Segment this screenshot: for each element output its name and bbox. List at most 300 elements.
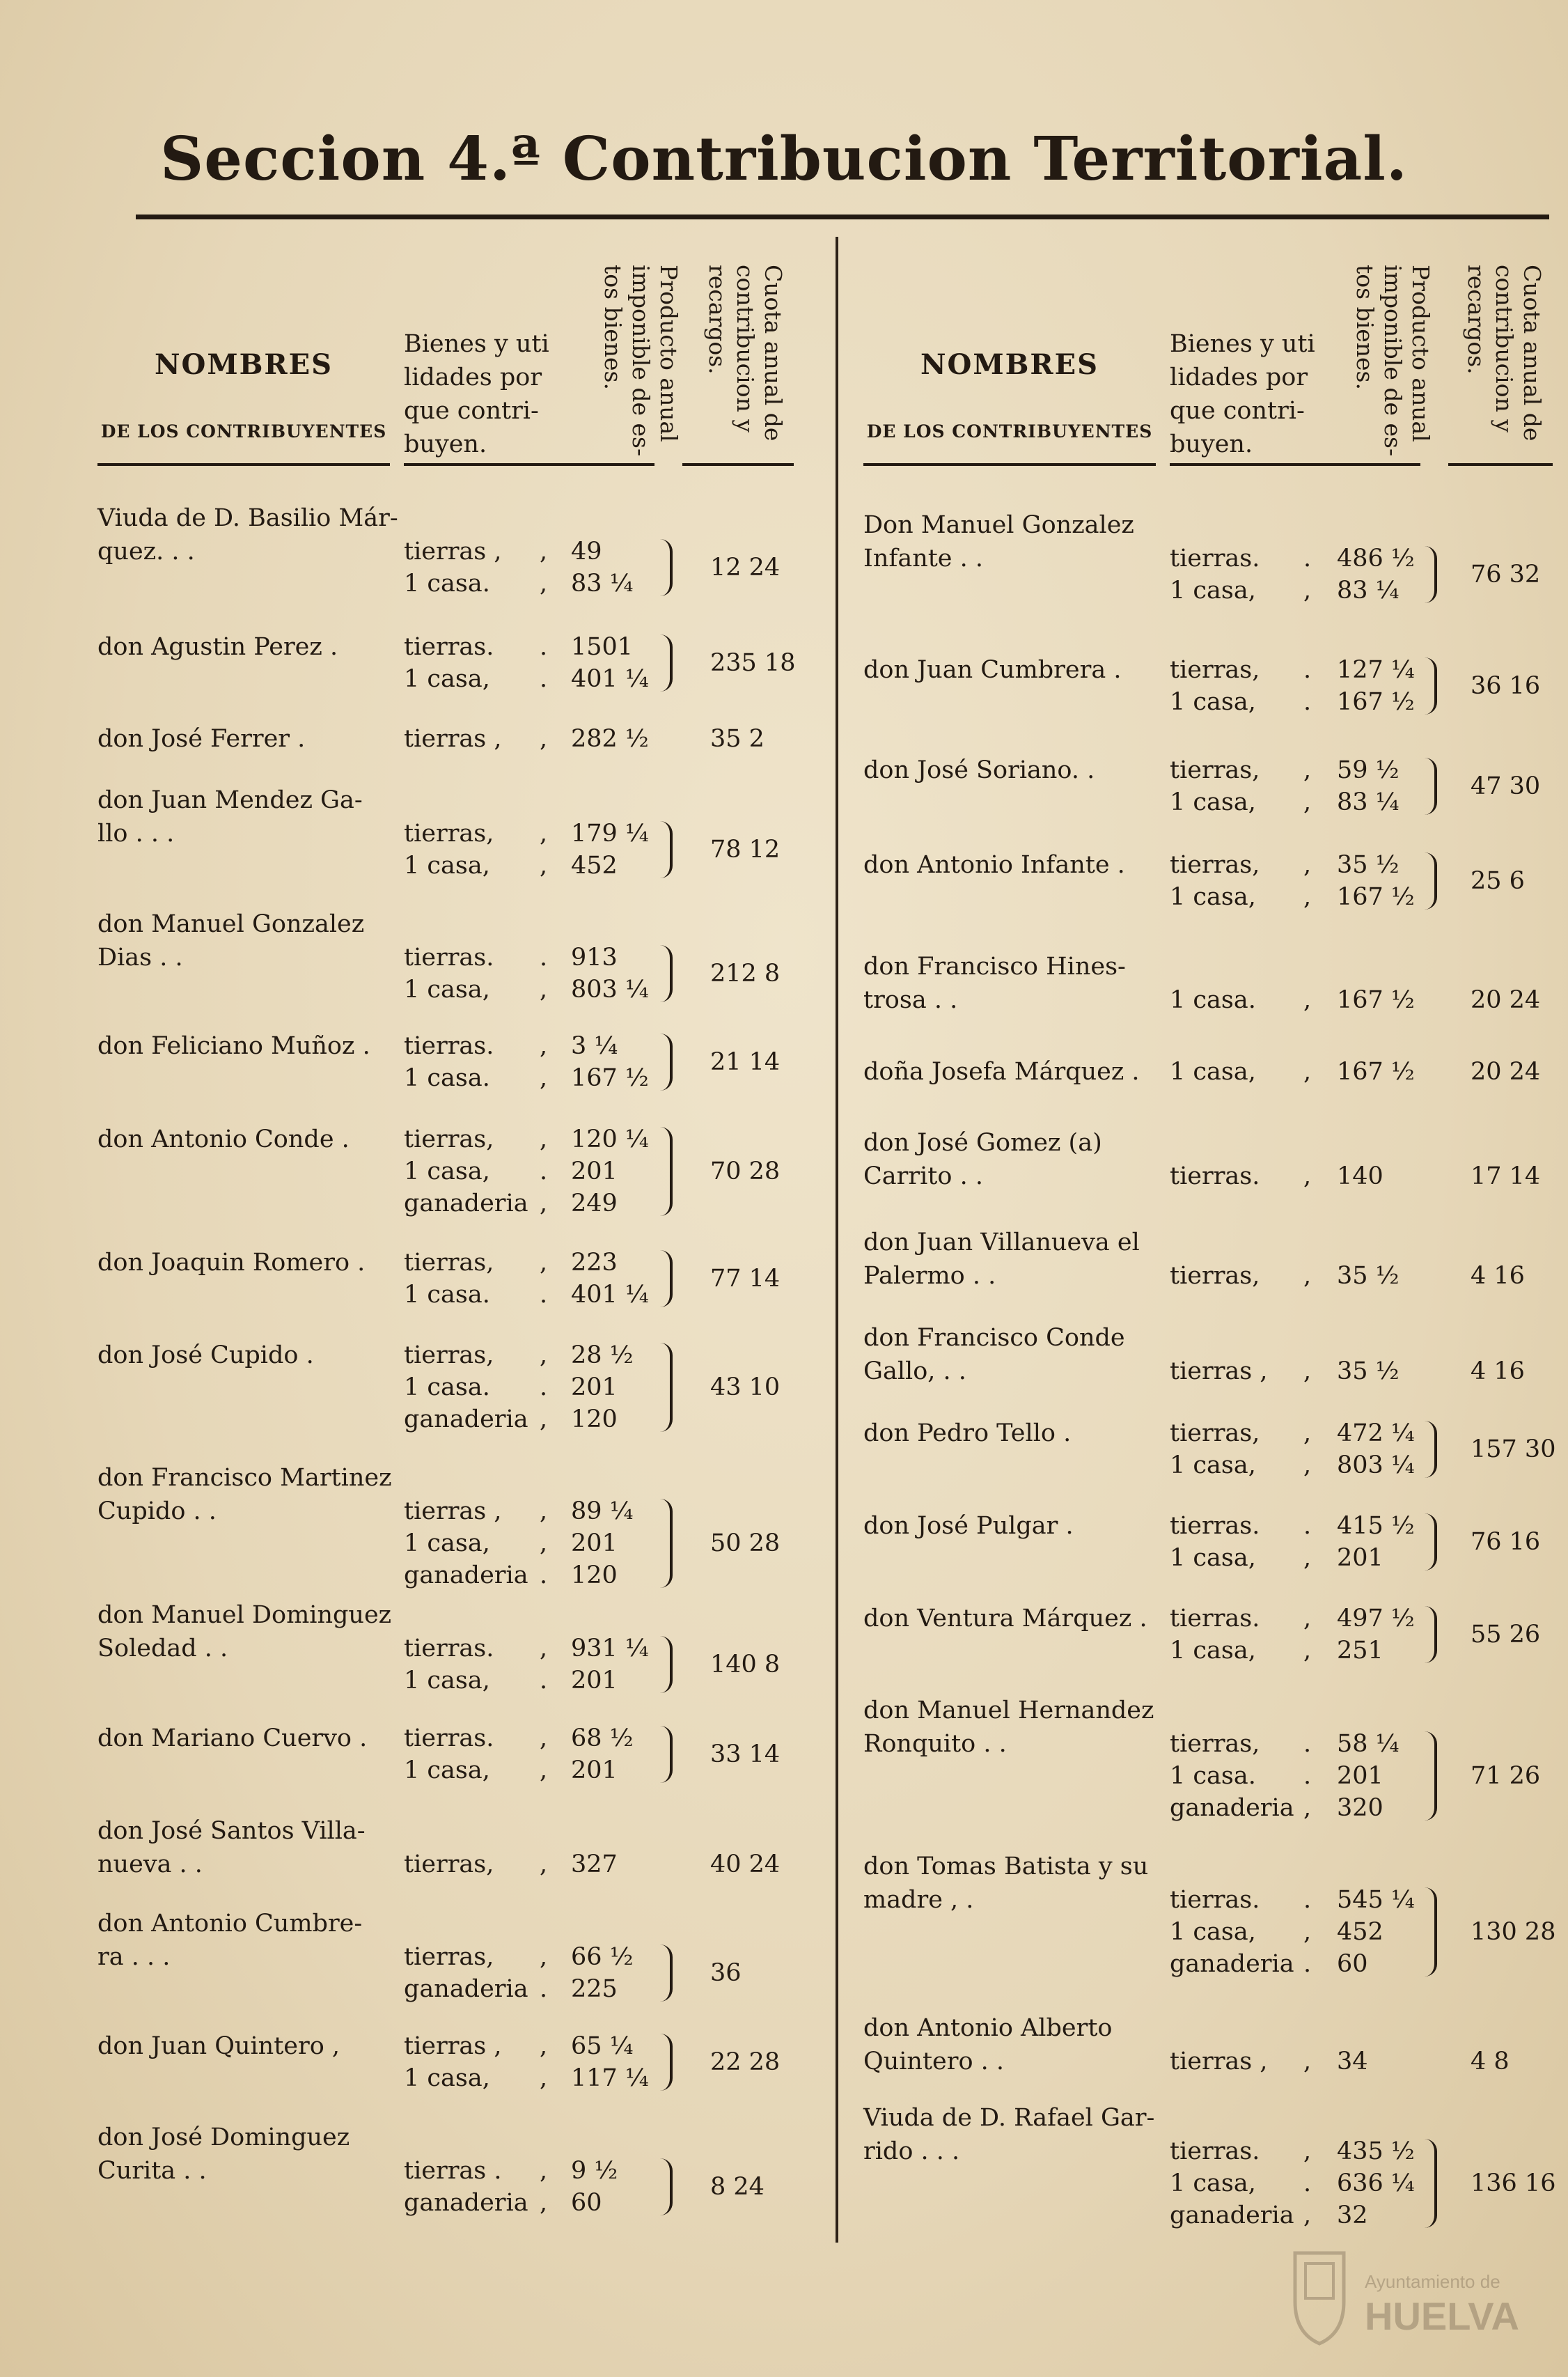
bien-type: tierras, <box>404 1850 494 1878</box>
bien-type: tierras, <box>404 1341 494 1369</box>
separator-mark: , <box>1303 756 1312 784</box>
contributor-name <box>863 1602 1170 1635</box>
producto-value: 913 <box>571 944 618 972</box>
contributor-name <box>863 1509 1170 1543</box>
bienes-header-line: buyen. <box>404 430 487 458</box>
contributor-name-line: don José Soriano. . <box>863 756 1095 784</box>
producto-value: 201 <box>1337 1762 1383 1790</box>
bien-type: 1 casa. <box>1170 986 1256 1014</box>
producto-value: 201 <box>571 1373 618 1401</box>
cuota-value: 140 8 <box>710 1651 781 1678</box>
bien-type: 1 casa. <box>404 1064 490 1092</box>
bien-type: tierras, <box>1170 851 1260 879</box>
producto-value: 201 <box>571 1756 618 1784</box>
separator-mark: , <box>1303 883 1312 911</box>
cuota-value: 78 12 <box>710 836 781 864</box>
separator-mark: . <box>540 1158 548 1185</box>
contributor-name <box>97 1339 404 1372</box>
contributor-name <box>97 907 404 974</box>
separator-mark: , <box>1303 1918 1312 1946</box>
producto-value: 167 ½ <box>1337 986 1415 1014</box>
group-brace <box>660 821 673 878</box>
producto-value: 167 ½ <box>1337 883 1415 911</box>
separator-mark: , <box>1303 1262 1312 1290</box>
contributor-name-line: don Antonio Cumbre- <box>97 1910 363 1938</box>
separator-mark: . <box>1303 688 1312 716</box>
bien-type: tierras. <box>1170 545 1260 572</box>
separator-mark: . <box>540 1561 548 1589</box>
contributor-name-line: Ronquito . . <box>863 1730 1007 1758</box>
group-brace <box>660 2034 673 2091</box>
cuota-header: Cuota anual de contribucion y recargos. <box>1463 265 1546 442</box>
contributor-name-line: Don Manuel Gonzalez <box>863 511 1134 539</box>
separator-mark: , <box>540 1850 548 1878</box>
contributor-name-line: don Juan Villanueva el <box>863 1229 1140 1256</box>
bienes-header <box>404 327 549 461</box>
producto-value: 251 <box>1337 1637 1383 1665</box>
contributor-name-line: Cupido . . <box>97 1497 217 1525</box>
separator-mark: , <box>540 1125 548 1153</box>
bien-type: 1 casa, <box>1170 2169 1256 2197</box>
separator-mark: . <box>1303 1730 1312 1758</box>
cuota-value: 20 24 <box>1471 1058 1541 1086</box>
bien-type: 1 casa, <box>1170 788 1256 816</box>
contributor-name-line: Soledad . . <box>97 1635 228 1662</box>
bien-type: ganaderia <box>404 1190 528 1217</box>
producto-value: 545 ¼ <box>1337 1886 1415 1914</box>
contributor-name-line: don José Pulgar . <box>863 1512 1074 1540</box>
bien-type: 1 casa, <box>1170 1637 1256 1665</box>
contributor-name-line: Gallo, . . <box>863 1357 966 1385</box>
producto-value: 167 ½ <box>1337 688 1415 716</box>
left-column <box>97 251 815 2217</box>
producto-value: 34 <box>1337 2048 1368 2075</box>
bien-type: tierras. <box>404 1032 494 1060</box>
bien-type: 1 casa, <box>1170 577 1256 605</box>
contributor-name-line: nueva . . <box>97 1850 203 1878</box>
group-brace <box>1425 546 1437 603</box>
producto-value: 59 ½ <box>1337 756 1400 784</box>
bienes-header-line: buyen. <box>1170 430 1253 458</box>
separator-mark: , <box>1303 986 1312 1014</box>
cuota-value: 130 28 <box>1471 1918 1556 1946</box>
separator-mark: , <box>540 1064 548 1092</box>
bien-type: 1 casa, <box>404 1529 490 1557</box>
contributor-name-line: Viuda de D. Rafael Gar- <box>863 2104 1155 2132</box>
contributor-name <box>863 2101 1170 2168</box>
contributor-name <box>97 1029 404 1063</box>
producto-value: 167 ½ <box>1337 1058 1415 1086</box>
bien-type: tierras . <box>404 2157 502 2185</box>
separator-mark: , <box>1303 1544 1312 1572</box>
cuota-value: 33 14 <box>710 1740 781 1768</box>
cuota-value: 43 10 <box>710 1373 781 1401</box>
contributor-name <box>863 1417 1170 1450</box>
producto-value: 66 ½ <box>571 1943 634 1971</box>
contributor-name <box>863 950 1170 1017</box>
producto-value: 803 ¼ <box>1337 1451 1415 1479</box>
contributor-name-line: don José Santos Villa- <box>97 1817 366 1845</box>
cuota-value: 17 14 <box>1471 1162 1541 1190</box>
header-rule <box>97 463 390 466</box>
contributor-name-line: doña Josefa Márquez . <box>863 1058 1140 1086</box>
bien-type: ganaderia <box>1170 1794 1294 1822</box>
bienes-header-line: que contri- <box>404 397 539 425</box>
producto-value: 127 ¼ <box>1337 656 1415 684</box>
separator-mark: , <box>540 2032 548 2060</box>
producto-value: 636 ¼ <box>1337 2169 1415 2197</box>
column-header <box>863 251 1560 474</box>
bien-type: tierras, <box>404 1943 494 1971</box>
separator-mark: . <box>1303 1886 1312 1914</box>
producto-value: 167 ½ <box>571 1064 649 1092</box>
producto-value: 60 <box>1337 1950 1368 1978</box>
separator-mark: , <box>540 1529 548 1557</box>
separator-mark: , <box>1303 1162 1312 1190</box>
bien-type: tierras. <box>1170 1162 1260 1190</box>
separator-mark: . <box>540 944 548 972</box>
cuota-value: 77 14 <box>710 1265 781 1293</box>
cuota-header: Cuota anual de contribucion y recargos. <box>704 265 787 442</box>
contributor-name <box>97 784 404 850</box>
svg-text:Ayuntamiento de: Ayuntamiento de <box>1365 2271 1500 2292</box>
group-brace <box>1425 657 1437 715</box>
separator-mark: , <box>540 1756 548 1784</box>
group-brace <box>660 1726 673 1783</box>
separator-mark: , <box>1303 1637 1312 1665</box>
contributor-name <box>863 1321 1170 1388</box>
contributor-name-line: don Antonio Alberto <box>863 2014 1113 2042</box>
separator-mark: . <box>1303 1950 1312 1978</box>
bien-type: tierras, <box>404 1249 494 1277</box>
separator-mark: , <box>540 1724 548 1752</box>
separator-mark: . <box>540 1373 548 1401</box>
producto-value: 120 <box>571 1405 618 1433</box>
producto-value: 401 ¼ <box>571 665 649 693</box>
separator-mark: , <box>1303 1419 1312 1447</box>
contributor-name-line: don Juan Mendez Ga- <box>97 786 363 814</box>
contributor-name <box>863 1694 1170 1761</box>
separator-mark: , <box>540 725 548 753</box>
cuota-value: 70 28 <box>710 1158 781 1185</box>
bien-type: tierras. <box>1170 1605 1260 1632</box>
cuota-value: 4 16 <box>1471 1357 1525 1385</box>
contributor-name-line: don José Ferrer . <box>97 725 306 753</box>
separator-mark: , <box>540 1943 548 1971</box>
bienes-header-line: Bienes y uti <box>404 330 549 358</box>
cuota-value: 47 30 <box>1471 772 1541 800</box>
separator-mark: , <box>540 1032 548 1060</box>
producto-value: 89 ¼ <box>571 1497 634 1525</box>
producto-value: 49 <box>571 538 602 566</box>
contributor-name <box>863 508 1170 575</box>
bien-type: ganaderia <box>404 1405 528 1433</box>
contributor-name <box>97 1598 404 1665</box>
group-brace <box>1425 2139 1437 2228</box>
separator-mark: , <box>1303 851 1312 879</box>
bien-type: 1 casa, <box>404 1756 490 1784</box>
producto-value: 282 ½ <box>571 725 649 753</box>
producto-value: 35 ½ <box>1337 1262 1400 1290</box>
contributor-name-line: don Juan Cumbrera . <box>863 656 1122 684</box>
contributor-name-line: don Tomas Batista y su <box>863 1853 1149 1880</box>
contributor-name-line: ra . . . <box>97 1943 171 1971</box>
producto-value: 452 <box>571 852 618 880</box>
producto-value: 415 ½ <box>1337 1512 1415 1540</box>
contributor-name <box>863 1226 1170 1293</box>
contributor-name-line: Infante . . <box>863 545 984 572</box>
separator-mark: . <box>540 633 548 661</box>
producto-value: 452 <box>1337 1918 1383 1946</box>
cuota-value: 4 8 <box>1471 2048 1510 2075</box>
producto-value: 225 <box>571 1975 618 2003</box>
group-brace <box>660 1636 673 1693</box>
separator-mark: , <box>540 1497 548 1525</box>
bien-type: ganaderia <box>1170 1950 1294 1978</box>
contributor-name-line: Palermo . . <box>863 1262 996 1290</box>
contributor-name-line: Dias . . <box>97 944 183 972</box>
separator-mark: , <box>1303 1357 1312 1385</box>
separator-mark: , <box>540 1405 548 1433</box>
separator-mark: , <box>1303 2201 1312 2229</box>
producto-value: 83 ¼ <box>571 570 634 598</box>
contributor-name <box>97 630 404 664</box>
bien-type: ganaderia <box>1170 2201 1294 2229</box>
producto-value: 120 ¼ <box>571 1125 649 1153</box>
producto-value: 201 <box>571 1529 618 1557</box>
contributor-name-line: don Juan Quintero , <box>97 2032 340 2060</box>
bien-type: 1 casa, <box>1170 883 1256 911</box>
contributor-name <box>863 1126 1170 1193</box>
producto-value: 32 <box>1337 2201 1368 2229</box>
contributor-name-line: don Francisco Martinez <box>97 1464 392 1492</box>
separator-mark: . <box>1303 2169 1312 2197</box>
ayuntamiento-huelva-watermark <box>1281 2232 1546 2357</box>
contributor-name <box>97 501 404 568</box>
producto-value: 223 <box>571 1249 618 1277</box>
bien-type: tierras, <box>1170 1262 1260 1290</box>
contributor-name-line: rido . . . <box>863 2137 960 2165</box>
cuota-value: 157 30 <box>1471 1435 1556 1463</box>
contributor-name-line: Carrito . . <box>863 1162 983 1190</box>
cuota-value: 4 16 <box>1471 1262 1525 1290</box>
separator-mark: , <box>1303 2048 1312 2075</box>
producto-value: 931 ¼ <box>571 1635 649 1662</box>
contributor-name <box>97 2029 404 2063</box>
contributor-name <box>863 653 1170 687</box>
group-brace <box>660 1034 673 1091</box>
producto-value: 401 ¼ <box>571 1281 649 1309</box>
contributor-name-line: don José Gomez (a) <box>863 1129 1102 1157</box>
bien-type: tierras , <box>404 2032 502 2060</box>
contributor-name-line: Viuda de D. Basilio Már- <box>97 504 398 532</box>
svg-text:HUELVA: HUELVA <box>1365 2294 1519 2338</box>
bien-type: 1 casa, <box>404 1158 490 1185</box>
bienes-header-line: lidades por <box>1170 364 1308 391</box>
separator-mark: . <box>1303 1762 1312 1790</box>
separator-mark: , <box>540 1249 548 1277</box>
contributor-name <box>97 1461 404 1528</box>
cuota-value: 20 24 <box>1471 986 1541 1014</box>
producto-value: 9 ½ <box>571 2157 618 2185</box>
producto-value: 327 <box>571 1850 618 1878</box>
bien-type: tierras, <box>1170 1730 1260 1758</box>
group-brace <box>660 1250 673 1307</box>
contributor-name-line: trosa . . <box>863 986 958 1014</box>
contributor-name-line: Curita . . <box>97 2157 207 2185</box>
header-rule <box>863 463 1156 466</box>
producto-value: 35 ½ <box>1337 851 1400 879</box>
contributor-name <box>97 1246 404 1279</box>
bien-type: 1 casa, <box>404 665 490 693</box>
separator-mark: , <box>540 2064 548 2092</box>
cuota-value: 35 2 <box>710 725 765 753</box>
group-brace <box>1425 1513 1437 1571</box>
bien-type: tierras, <box>404 1125 494 1153</box>
bien-type: tierras. <box>404 1724 494 1752</box>
header-rule <box>1326 463 1410 466</box>
group-brace <box>660 2158 673 2215</box>
bien-type: tierras. <box>404 1635 494 1662</box>
separator-mark: . <box>540 1975 548 2003</box>
bienes-header-line: que contri- <box>1170 397 1305 425</box>
bien-type: tierras. <box>1170 2137 1260 2165</box>
nombres-header: NOMBRES <box>154 348 334 381</box>
producto-value: 179 ¼ <box>571 820 649 848</box>
bien-type: tierras, <box>1170 1419 1260 1447</box>
separator-mark: , <box>540 852 548 880</box>
separator-mark: , <box>1303 1794 1312 1822</box>
contributor-name-line: don Pedro Tello . <box>863 1419 1072 1447</box>
bien-type: tierras , <box>1170 1357 1268 1385</box>
cuota-value: 212 8 <box>710 960 781 988</box>
nombres-header: NOMBRES <box>920 348 1099 381</box>
group-brace <box>1425 758 1437 815</box>
cuota-value: 8 24 <box>710 2173 765 2201</box>
bien-type: tierras, <box>1170 656 1260 684</box>
header-rule <box>1448 463 1553 466</box>
bienes-header <box>1170 327 1315 461</box>
contributor-name <box>863 2011 1170 2078</box>
bien-type: 1 casa, <box>1170 1058 1256 1086</box>
producto-value: 83 ¼ <box>1337 577 1400 605</box>
cuota-value: 235 18 <box>710 649 796 677</box>
cuota-value: 40 24 <box>710 1850 781 1878</box>
contribuyentes-subheader: DE LOS CONTRIBUYENTES <box>866 421 1153 442</box>
bien-type: 1 casa, <box>1170 1918 1256 1946</box>
producto-header: Producto anual imponible de es- tos bienes. <box>599 265 682 457</box>
contributor-name-line: llo . . . <box>97 820 175 848</box>
producto-value: 803 ¼ <box>571 976 649 1004</box>
producto-value: 249 <box>571 1190 618 1217</box>
cuota-value: 76 16 <box>1471 1528 1541 1556</box>
bien-type: ganaderia <box>404 2189 528 2217</box>
separator-mark: , <box>540 1190 548 1217</box>
header-rule <box>564 463 648 466</box>
bien-type: tierras. <box>1170 1886 1260 1914</box>
separator-mark: . <box>540 1667 548 1694</box>
separator-mark: , <box>540 2157 548 2185</box>
contributor-name <box>863 1055 1170 1089</box>
producto-value: 58 ¼ <box>1337 1730 1400 1758</box>
contributor-name-line: don Francisco Conde <box>863 1324 1125 1352</box>
producto-value: 120 <box>571 1561 618 1589</box>
producto-value: 472 ¼ <box>1337 1419 1415 1447</box>
contributor-name-line: don Joaquin Romero . <box>97 1249 366 1277</box>
group-brace <box>660 1945 673 2002</box>
bien-type: tierras , <box>404 538 502 566</box>
producto-value: 60 <box>571 2189 602 2217</box>
contributor-name-line: don José Dominguez <box>97 2123 350 2151</box>
contributor-name-line: don Mariano Cuervo . <box>97 1724 368 1752</box>
producto-value: 435 ½ <box>1337 2137 1415 2165</box>
contributor-name-line: don Manuel Hernandez <box>863 1697 1154 1724</box>
column-divider <box>836 237 838 2243</box>
cuota-value: 76 32 <box>1471 561 1541 589</box>
cuota-value: 21 14 <box>710 1048 781 1076</box>
separator-mark: , <box>1303 577 1312 605</box>
producto-value: 68 ½ <box>571 1724 634 1752</box>
bienes-header-line: lidades por <box>404 364 542 391</box>
producto-value: 65 ¼ <box>571 2032 634 2060</box>
contributor-name <box>863 848 1170 882</box>
page-title: Seccion 4.ª Contribucion Territorial. <box>160 124 1408 194</box>
bien-type: 1 casa. <box>404 570 490 598</box>
producto-value: 320 <box>1337 1794 1383 1822</box>
separator-mark: , <box>540 1635 548 1662</box>
contributor-name-line: don José Cupido . <box>97 1341 314 1369</box>
contributor-name-line: madre , . <box>863 1886 974 1914</box>
bien-type: tierras, <box>1170 756 1260 784</box>
cuota-value: 71 26 <box>1471 1762 1541 1790</box>
bien-type: 1 casa, <box>404 1667 490 1694</box>
bien-type: tierras. <box>1170 1512 1260 1540</box>
producto-value: 35 ½ <box>1337 1357 1400 1385</box>
header-rule <box>682 463 794 466</box>
group-brace <box>1425 1731 1437 1821</box>
producto-value: 3 ¼ <box>571 1032 618 1060</box>
contributor-name <box>97 1814 404 1881</box>
cuota-value: 36 16 <box>1471 672 1541 700</box>
title-rule <box>136 215 1549 219</box>
bienes-header-line: Bienes y uti <box>1170 330 1315 358</box>
cuota-value: 12 24 <box>710 554 781 582</box>
separator-mark: , <box>1303 1605 1312 1632</box>
bien-type: ganaderia <box>404 1975 528 2003</box>
bien-type: tierras , <box>404 725 502 753</box>
separator-mark: , <box>540 820 548 848</box>
group-brace <box>660 1343 673 1432</box>
contributor-name <box>97 1907 404 1974</box>
separator-mark: , <box>540 1341 548 1369</box>
bien-type: 1 casa. <box>404 1373 490 1401</box>
group-brace <box>660 539 673 596</box>
producto-value: 83 ¼ <box>1337 788 1400 816</box>
separator-mark: , <box>540 538 548 566</box>
separator-mark: . <box>540 665 548 693</box>
contributor-name <box>97 2121 404 2188</box>
producto-value: 201 <box>1337 1544 1383 1572</box>
separator-mark: , <box>540 976 548 1004</box>
cuota-value: 25 6 <box>1471 867 1525 895</box>
separator-mark: , <box>540 570 548 598</box>
group-brace <box>1425 1421 1437 1478</box>
bien-type: 1 casa, <box>404 2064 490 2092</box>
contributor-name-line: don Ventura Márquez . <box>863 1605 1147 1632</box>
cuota-value: 55 26 <box>1471 1621 1541 1649</box>
bien-type: tierras. <box>404 633 494 661</box>
cuota-value: 136 16 <box>1471 2169 1556 2197</box>
